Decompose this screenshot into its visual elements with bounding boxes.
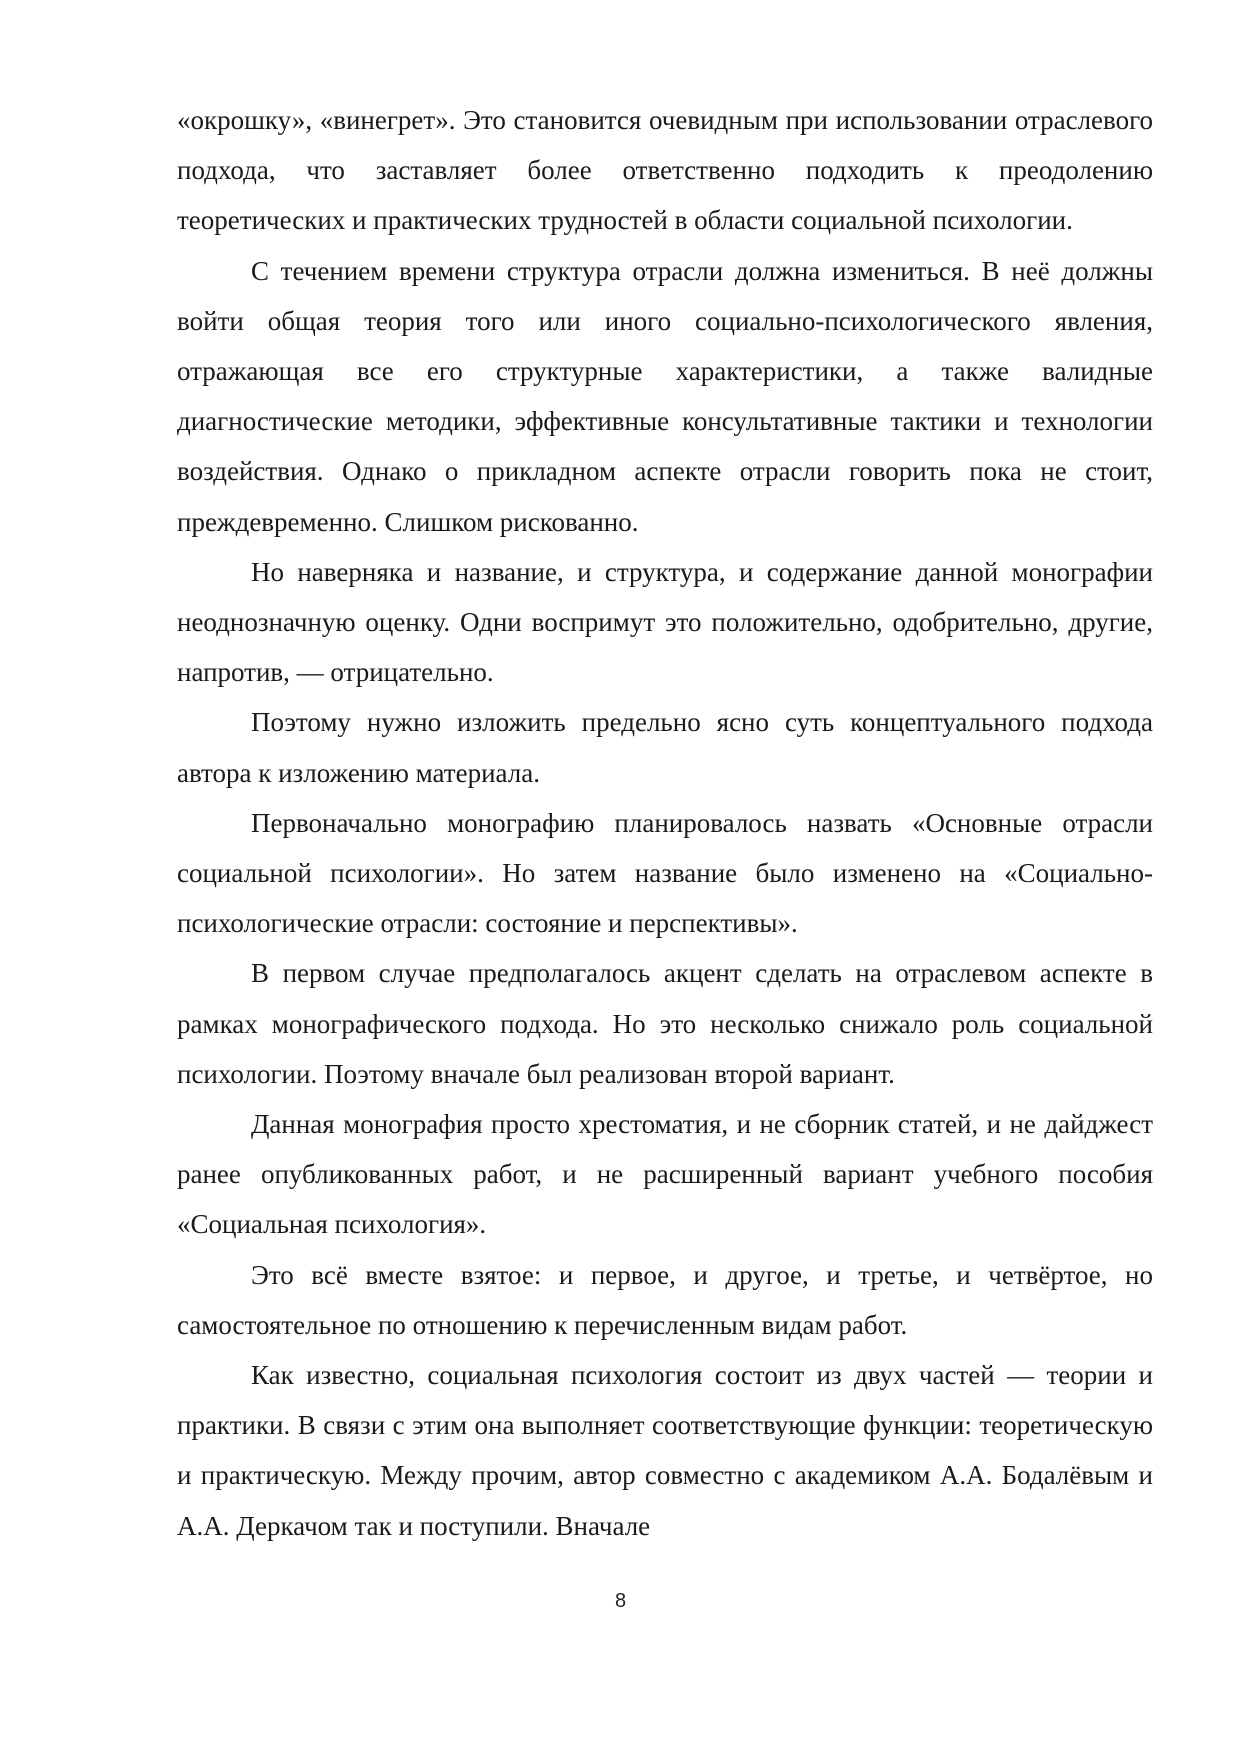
paragraph-2: С течением времени структура отрасли должна измениться. В неё должны войти общая теория того или иного социально-психологического явления, отражающая все его структурные характеристики, а также валидные диагностические методики, эффективные консультативные тактики и технологии воздействия. Однако о прикладном аспекте отрасли говорить пока не стоит, преждевременно. Слишком рискованно. xyxy=(177,255,1153,537)
body-text xyxy=(177,95,1153,1551)
paragraph-8: Это всё вместе взятое: и первое, и другое, и третье, и четвёртое, но самостоятельное по отношению к перечисленным видам работ. xyxy=(177,1259,1153,1340)
paragraph-4: Поэтому нужно изложить предельно ясно суть концептуального подхода автора к изложению материала. xyxy=(177,707,1153,788)
paragraph-3: Но наверняка и название, и структура, и содержание данной монографии неоднозначную оценку. Одни воспримут это положительно, одобрительно, другие, напротив, — отрицательно. xyxy=(177,556,1153,688)
paragraph-6: В первом случае предполагалось акцент сделать на отраслевом аспекте в рамках монографического подхода. Но это несколько снижало роль социальной психологии. Поэтому вначале был реализован второй вариант. xyxy=(177,958,1153,1089)
paragraph-1: «окрошку», «винегрет». Это становится очевидным при использовании отраслевого подхода, что заставляет более ответственно подходить к преодолению теоретических и практических трудностей в области социальной психологии. xyxy=(177,105,1153,236)
paragraph-7: Данная монография просто хрестоматия, и не сборник статей, и не дайджест ранее опубликованных работ, и не расширенный вариант учебного пособия «Социальная психология». xyxy=(177,1109,1153,1240)
paragraph-5: Первоначально монографию планировалось назвать «Основные отрасли социальной психологии». Но затем название было изменено на «Социально-психологические отрасли: состояние и перспективы». xyxy=(177,807,1153,939)
paragraph-9: Как известно, социальная психология состоит из двух частей — теории и практики. В связи с этим она выполняет соответствующие функции: теоретическую и практическую. Между прочим, автор совместно с академиком А.А. Бодалёвым и А.А. Деркачом так и поступили. Вначале xyxy=(177,1360,1153,1541)
page-number: 8 xyxy=(614,1590,627,1612)
